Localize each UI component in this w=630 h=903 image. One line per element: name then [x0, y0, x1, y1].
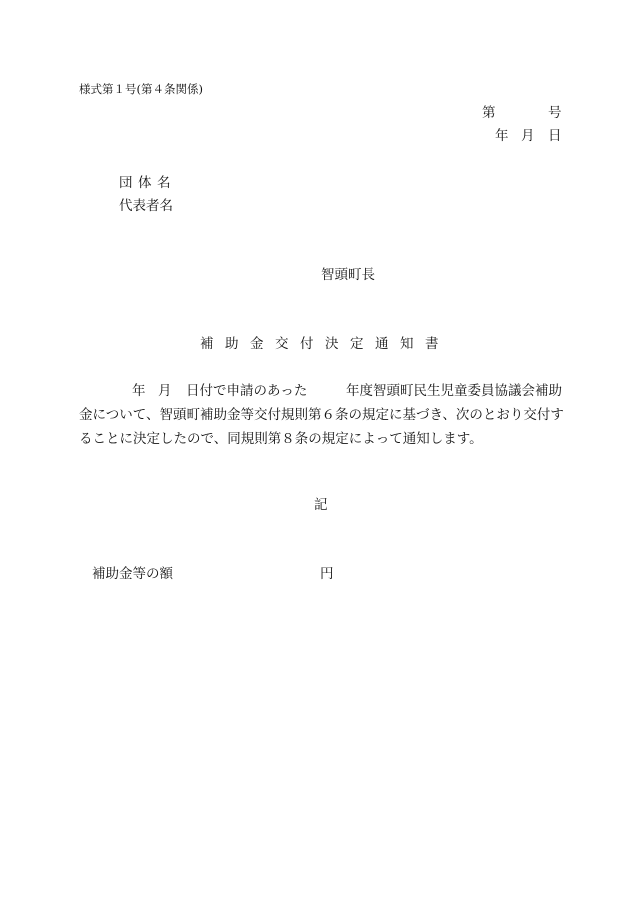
title-char-3: 金: [250, 336, 264, 352]
ki-heading: 記: [314, 497, 328, 513]
recipient-org-label-1: 団: [119, 175, 133, 191]
title-char-4: 交: [275, 336, 289, 352]
recipient-org-label-3: 名: [157, 175, 171, 191]
title-char-1: 補: [200, 336, 214, 352]
title-char-5: 付: [300, 336, 314, 352]
document-number-suffix: 号: [548, 105, 562, 121]
title-char-9: 知: [400, 336, 414, 352]
amount-label: 補助金等の額: [92, 566, 173, 582]
document-number-prefix: 第: [482, 105, 496, 121]
recipient-representative-label: 代表者名: [119, 198, 173, 214]
body-year-label: 年: [132, 383, 146, 399]
body-fiscal-year-tail: 年度智頭町民生児童委員協議会補助: [346, 383, 562, 399]
date-day: 日: [548, 128, 562, 144]
recipient-org-label-2: 体: [138, 175, 152, 191]
body-month-label: 月: [158, 383, 172, 399]
title-char-10: 書: [425, 336, 439, 352]
date-month: 月: [521, 128, 535, 144]
title-char-7: 定: [350, 336, 364, 352]
title-char-6: 決: [325, 336, 339, 352]
date-year: 年: [495, 128, 509, 144]
body-line-3: ることに決定したので、同規則第８条の規定によって通知します。: [79, 431, 483, 447]
issuer-name: 智頭町長: [321, 267, 375, 283]
title-char-8: 通: [375, 336, 389, 352]
body-line-2: 金について、智頭町補助金等交付規則第６条の規定に基づき、次のとおり交付す: [79, 407, 564, 423]
body-date-text: 日付で申請のあった: [186, 383, 308, 399]
title-char-2: 助: [225, 336, 239, 352]
amount-unit: 円: [320, 566, 334, 582]
form-number: 様式第１号(第４条関係): [79, 82, 203, 96]
